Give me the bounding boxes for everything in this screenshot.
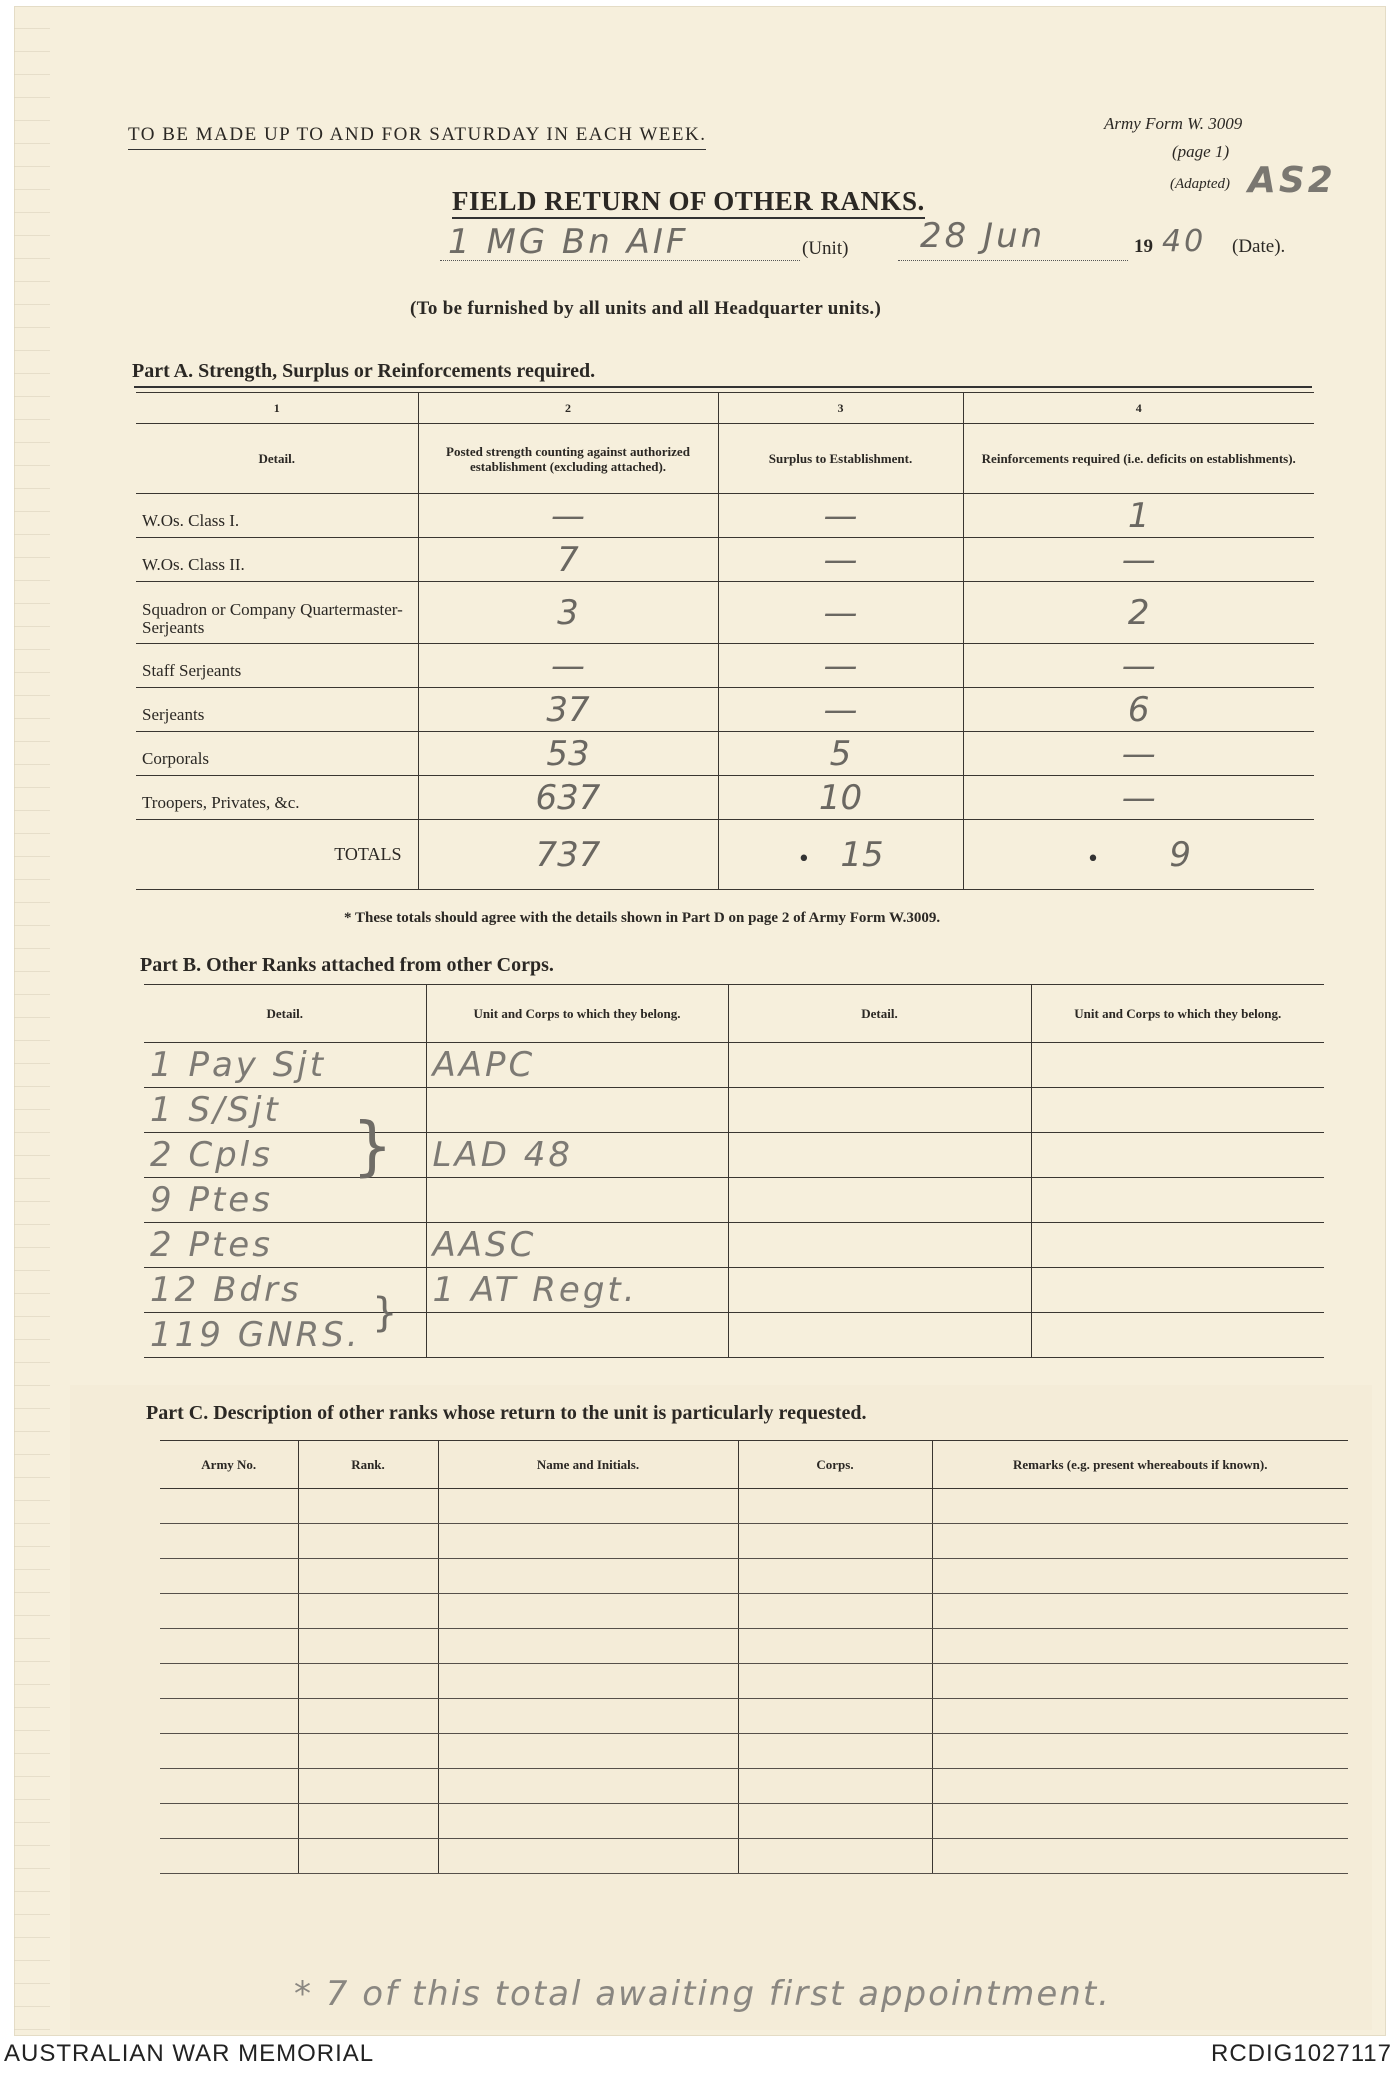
c-cell	[298, 1559, 438, 1594]
c-cell	[438, 1839, 738, 1874]
c-cell	[738, 1629, 932, 1664]
part-c-table	[160, 1440, 1348, 1874]
c-cell	[932, 1769, 1348, 1804]
totals-surplus-mark: •	[797, 846, 811, 872]
b-header-unit-1: Unit and Corps to which they belong.	[426, 985, 728, 1043]
b-unit-2	[1031, 1088, 1324, 1133]
c-cell	[738, 1699, 932, 1734]
totals-surplus	[718, 820, 963, 890]
c-cell	[160, 1804, 298, 1839]
b-detail-2	[728, 1268, 1031, 1313]
b-header-unit-2: Unit and Corps to which they belong.	[1031, 985, 1324, 1043]
c-cell	[298, 1839, 438, 1874]
b-detail: 2 Ptes	[144, 1223, 426, 1268]
c-cell	[738, 1734, 932, 1769]
table-row	[160, 1629, 1348, 1664]
row-detail: Troopers, Privates, &c.	[136, 776, 418, 820]
c-cell	[298, 1524, 438, 1559]
b-unit-2	[1031, 1133, 1324, 1178]
table-row	[136, 582, 1314, 644]
c-cell	[738, 1559, 932, 1594]
c-cell	[298, 1629, 438, 1664]
row-detail: Corporals	[136, 732, 418, 776]
page-title: FIELD RETURN OF OTHER RANKS.	[452, 186, 925, 219]
table-row	[160, 1839, 1348, 1874]
row-reinforcements: 1	[963, 494, 1314, 538]
c-cell	[738, 1594, 932, 1629]
table-row	[136, 538, 1314, 582]
reference-code-hw: AS2	[1248, 160, 1336, 201]
table-row	[160, 1524, 1348, 1559]
table-row	[136, 776, 1314, 820]
c-cell	[298, 1804, 438, 1839]
table-row	[136, 644, 1314, 688]
c-cell	[932, 1734, 1348, 1769]
b-detail-2	[728, 1313, 1031, 1358]
header-detail: Detail.	[136, 424, 418, 494]
b-detail: 119 GNRS.	[144, 1313, 426, 1358]
table-row	[144, 1223, 1324, 1268]
row-surplus: —	[718, 582, 963, 644]
c-cell	[932, 1594, 1348, 1629]
year-prefix: 19	[1134, 236, 1153, 257]
table-row	[160, 1769, 1348, 1804]
row-surplus: 10	[718, 776, 963, 820]
c-cell	[160, 1489, 298, 1524]
b-detail-2	[728, 1178, 1031, 1223]
row-posted: 53	[418, 732, 718, 776]
row-detail: Staff Serjeants	[136, 644, 418, 688]
c-header-corps: Corps.	[738, 1441, 932, 1489]
b-detail-2	[728, 1088, 1031, 1133]
part-c-title: Part C. Description of other ranks whose return to the unit is particularly requested.	[146, 1402, 867, 1424]
b-unit: AAPC	[426, 1043, 728, 1088]
totals-row	[136, 820, 1314, 890]
c-cell	[298, 1769, 438, 1804]
c-cell	[160, 1629, 298, 1664]
year-handwritten: 40	[1162, 224, 1207, 259]
c-cell	[738, 1524, 932, 1559]
brace-mark: }	[372, 1290, 401, 1336]
row-surplus: 5	[718, 732, 963, 776]
col-no-3: 3	[718, 393, 963, 424]
c-cell	[932, 1699, 1348, 1734]
table-row	[160, 1734, 1348, 1769]
form-number: Army Form W. 3009	[1104, 114, 1243, 133]
table-row	[160, 1489, 1348, 1524]
col-no-2: 2	[418, 393, 718, 424]
b-detail-2	[728, 1043, 1031, 1088]
c-cell	[738, 1839, 932, 1874]
row-posted: —	[418, 644, 718, 688]
c-cell	[932, 1664, 1348, 1699]
table-row	[144, 1133, 1324, 1178]
c-cell	[738, 1664, 932, 1699]
table-row	[160, 1594, 1348, 1629]
c-cell	[160, 1769, 298, 1804]
part-a-note: * These totals should agree with the details shown in Part D on page 2 of Army Form W.3009.	[344, 910, 941, 926]
header-posted: Posted strength counting against authorized establishment (excluding attached).	[418, 424, 718, 494]
c-cell	[438, 1664, 738, 1699]
row-posted: 3	[418, 582, 718, 644]
table-row	[136, 494, 1314, 538]
brace-mark: }	[352, 1110, 396, 1184]
c-cell	[438, 1629, 738, 1664]
c-cell	[160, 1699, 298, 1734]
c-cell	[438, 1699, 738, 1734]
b-unit	[426, 1178, 728, 1223]
c-cell	[298, 1734, 438, 1769]
date-label: (Date).	[1232, 236, 1286, 257]
b-detail-2	[728, 1133, 1031, 1178]
unit-handwritten: 1 MG Bn AIF	[448, 222, 689, 262]
c-cell	[738, 1489, 932, 1524]
table-row	[160, 1664, 1348, 1699]
c-cell	[438, 1524, 738, 1559]
table-row	[144, 1268, 1324, 1313]
c-header-remarks: Remarks (e.g. present whereabouts if known).	[932, 1441, 1348, 1489]
col-no-1: 1	[136, 393, 418, 424]
part-b-title: Part B. Other Ranks attached from other Corps.	[140, 954, 554, 976]
c-cell	[438, 1804, 738, 1839]
row-detail: W.Os. Class II.	[136, 538, 418, 582]
b-detail: 1 S/Sjt	[144, 1088, 426, 1133]
row-reinforcements: 2	[963, 582, 1314, 644]
b-unit	[426, 1313, 728, 1358]
c-cell	[438, 1734, 738, 1769]
c-cell	[932, 1804, 1348, 1839]
part-b-table	[144, 984, 1324, 1358]
b-unit: 1 AT Regt.	[426, 1268, 728, 1313]
header-reinforcements: Reinforcements required (i.e. deficits on establishments).	[963, 424, 1314, 494]
row-reinforcements: 6	[963, 688, 1314, 732]
b-detail: 2 Cpls	[144, 1133, 426, 1178]
c-header-army-no: Army No.	[160, 1441, 298, 1489]
bottom-note-handwritten: * 7 of this total awaiting first appointment.	[294, 1974, 1111, 2014]
c-cell	[160, 1734, 298, 1769]
b-unit-2	[1031, 1043, 1324, 1088]
c-cell	[738, 1804, 932, 1839]
c-cell	[298, 1664, 438, 1699]
unit-label: (Unit)	[802, 238, 849, 259]
c-cell	[932, 1489, 1348, 1524]
table-row	[144, 1043, 1324, 1088]
c-cell	[738, 1769, 932, 1804]
part-a-title: Part A. Strength, Surplus or Reinforcements required.	[132, 360, 596, 382]
c-cell	[160, 1664, 298, 1699]
row-reinforcements: —	[963, 732, 1314, 776]
c-cell	[298, 1489, 438, 1524]
row-posted: 7	[418, 538, 718, 582]
table-row	[144, 1178, 1324, 1223]
b-header-detail-1: Detail.	[144, 985, 426, 1043]
table-row	[136, 732, 1314, 776]
b-detail: 1 Pay Sjt	[144, 1043, 426, 1088]
row-detail: W.Os. Class I.	[136, 494, 418, 538]
b-unit	[426, 1088, 728, 1133]
b-unit-2	[1031, 1313, 1324, 1358]
table-row	[144, 1088, 1324, 1133]
form-page: (page 1)	[1172, 142, 1230, 161]
c-cell	[298, 1699, 438, 1734]
c-cell	[160, 1594, 298, 1629]
row-posted: 37	[418, 688, 718, 732]
table-row	[160, 1804, 1348, 1839]
row-detail: Serjeants	[136, 688, 418, 732]
row-reinforcements: —	[963, 538, 1314, 582]
b-unit: AASC	[426, 1223, 728, 1268]
c-cell	[438, 1489, 738, 1524]
b-unit-2	[1031, 1223, 1324, 1268]
row-surplus: —	[718, 644, 963, 688]
row-posted: 637	[418, 776, 718, 820]
c-cell	[438, 1769, 738, 1804]
c-cell	[932, 1839, 1348, 1874]
c-header-name: Name and Initials.	[438, 1441, 738, 1489]
row-surplus: —	[718, 688, 963, 732]
c-cell	[932, 1629, 1348, 1664]
c-cell	[438, 1594, 738, 1629]
c-header-rank: Rank.	[298, 1441, 438, 1489]
c-cell	[160, 1559, 298, 1594]
unit-date-line	[440, 216, 1310, 266]
totals-label: TOTALS	[136, 820, 418, 890]
c-cell	[160, 1524, 298, 1559]
col-no-4: 4	[963, 393, 1314, 424]
c-cell	[932, 1524, 1348, 1559]
table-row	[160, 1699, 1348, 1734]
footer-left: AUSTRALIAN WAR MEMORIAL	[4, 2040, 375, 2067]
table-row	[160, 1559, 1348, 1594]
totals-reinf-value: 9	[1169, 834, 1192, 875]
row-surplus: —	[718, 538, 963, 582]
b-unit: LAD 48	[426, 1133, 728, 1178]
form-adapted: (Adapted)	[1170, 176, 1230, 192]
instruction-line: TO BE MADE UP TO AND FOR SATURDAY IN EACH WEEK.	[128, 124, 706, 150]
part-a-top-rule	[134, 386, 1312, 388]
c-cell	[298, 1594, 438, 1629]
c-cell	[160, 1839, 298, 1874]
row-reinforcements: —	[963, 776, 1314, 820]
row-detail: Squadron or Company Quartermaster-Serjeants	[136, 582, 418, 644]
part-a-table	[136, 392, 1314, 890]
date-dotted-line	[898, 260, 1128, 261]
b-detail: 12 Bdrs	[144, 1268, 426, 1313]
b-unit-2	[1031, 1178, 1324, 1223]
b-detail: 9 Ptes	[144, 1178, 426, 1223]
header-surplus: Surplus to Establishment.	[718, 424, 963, 494]
b-detail-2	[728, 1223, 1031, 1268]
c-cell	[932, 1559, 1348, 1594]
date-handwritten: 28 Jun	[920, 216, 1046, 256]
unit-dotted-line	[440, 260, 800, 261]
c-cell	[438, 1559, 738, 1594]
totals-reinf-mark: •	[1086, 846, 1100, 872]
totals-surplus-value: 15	[840, 834, 884, 875]
footer-right: RCDIG1027117	[1211, 2040, 1392, 2067]
row-posted: —	[418, 494, 718, 538]
b-unit-2	[1031, 1268, 1324, 1313]
table-row	[144, 1313, 1324, 1358]
b-header-detail-2: Detail.	[728, 985, 1031, 1043]
totals-posted: 737	[418, 820, 718, 890]
row-surplus: —	[718, 494, 963, 538]
subtitle: (To be furnished by all units and all Headquarter units.)	[410, 298, 882, 319]
totals-reinforcements	[963, 820, 1314, 890]
part-c-body	[160, 1489, 1348, 1874]
table-row	[136, 688, 1314, 732]
row-reinforcements: —	[963, 644, 1314, 688]
